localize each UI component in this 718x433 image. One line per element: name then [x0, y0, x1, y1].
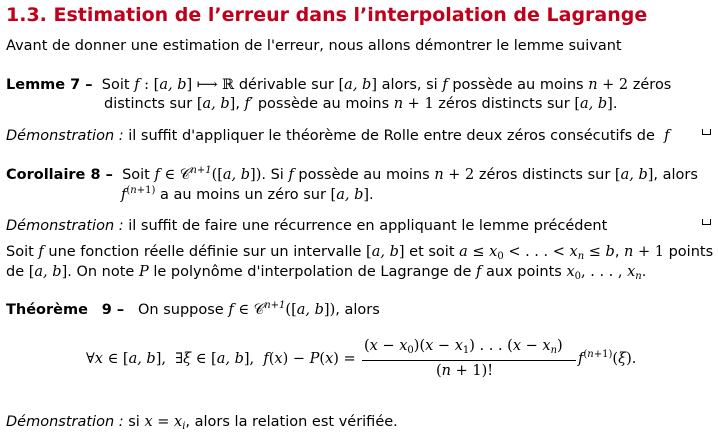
corollary-statement: Corollaire 8 – Soit f ∈ 𝒞$^{n+1}$([a, b]). Si f possède au moins n + 2 zéros distincts sur [a, b], alors — [6, 165, 698, 183]
fraction-bar — [362, 360, 576, 361]
proof-label: Démonstration : — [6, 128, 124, 144]
corollary-statement-cont: $f^{(n+1)}$ a au moins un zéro sur [a, b]. — [121, 185, 374, 203]
setup-paragraph-cont: de [a, b]. On note P le polynôme d'interpolation de Lagrange de f aux points $x_0$, . . . , $x_n$. — [6, 264, 647, 282]
section-title — [6, 3, 647, 27]
theorem-statement: Théorème 9 – On suppose f ∈ 𝒞$^{n+1}$([a, b]), alors — [6, 300, 380, 318]
proof-label: Démonstration : — [6, 218, 124, 234]
intro-paragraph: Avant de donner une estimation de l'erreur, nous allons démontrer le lemme suivant — [6, 38, 622, 54]
lemma-label: Lemme 7 – — [6, 77, 93, 93]
qed-symbol — [702, 129, 711, 135]
lemma-statement: Lemme 7 – Soit f : [a, b] ⟼ ℝ dérivable sur [a, b] alors, si f possède au moins n + 2 zéros — [6, 77, 672, 93]
theorem-label-number: 9 – — [101, 302, 125, 318]
section-title-text: Estimation de l’erreur dans l’interpolation de Lagrange — [53, 4, 648, 26]
theorem-label-word: Théorème — [6, 302, 88, 318]
corollary-label: Corollaire 8 – — [6, 167, 113, 183]
proof-theorem: Démonstration : si $x = x_i$, alors la relation est vérifiée. — [6, 414, 398, 432]
error-formula-lhs: ∀x ∈ [a, b], ∃ξ ∈ [a, b], f(x) − P(x) = — [86, 351, 356, 367]
setup-paragraph: Soit f une fonction réelle définie sur un intervalle [a, b] et soit $a \le x_0$ < . . . < $x_n \le b$, n + 1 points — [6, 244, 714, 262]
section-number: 1.3. — [6, 4, 47, 26]
error-formula-rhs: $f^{(n+1)}(\xi)$. — [578, 349, 637, 367]
qed-symbol — [702, 219, 711, 225]
fraction-denominator: (n + 1)! — [436, 363, 494, 379]
fraction-numerator: $(x - x_0)(x - x_1)$ . . . $(x - x_n)$ — [364, 338, 563, 356]
lemma-statement-cont: distincts sur [a, b], f′ possède au moins n + 1 zéros distincts sur [a, b]. — [104, 96, 618, 112]
proof-label: Démonstration : — [6, 414, 124, 430]
proof-corollary: Démonstration : il suffit de faire une récurrence en appliquant le lemme précédent — [6, 218, 608, 234]
proof-lemma: Démonstration : il suffit d'appliquer le théorème de Rolle entre deux zéros consécutifs de f — [6, 128, 670, 144]
